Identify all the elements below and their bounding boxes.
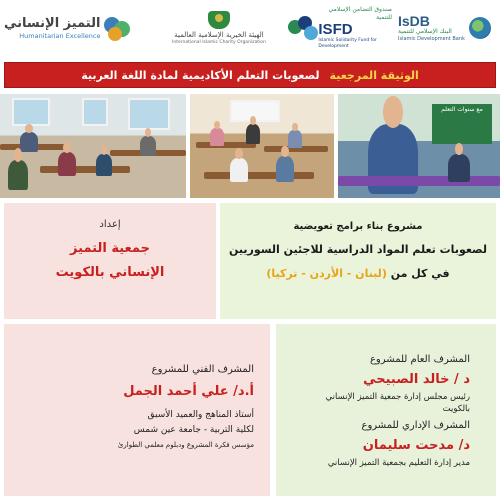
photo-banner-text: مع سنوات التعلم	[441, 106, 483, 113]
classroom-photo-1	[0, 94, 186, 198]
isdb-logo-name: IsDB	[398, 13, 430, 29]
isfd-logo-arabic: صندوق التضامن الإسلامي للتنمية	[328, 6, 392, 21]
hex-logo-arabic: التميز الإنساني	[4, 15, 101, 31]
isfd-logo-english: Islamic Solidarity Fund for Development	[318, 38, 377, 49]
admin-supervisor-title1: مدير إدارة التعليم بجمعية التميز الإنساني	[327, 458, 470, 468]
title-bar-label: الوثيقة المرجعية	[329, 68, 419, 82]
logo-strip	[0, 0, 500, 58]
general-supervisor-title1: رئيس مجلس إدارة جمعية التميز الإنساني	[325, 392, 470, 402]
project-countries-prefix: في كل من	[390, 267, 450, 280]
iico-logo	[160, 8, 278, 48]
admin-supervisor-name: د/ مدحت سليمان	[362, 438, 470, 453]
project-title-line1: مشروع بناء برامج تعويضية	[293, 221, 423, 232]
photo-strip	[0, 94, 500, 198]
technical-supervisor-title3: مؤسس فكرة المشروع ودبلوم معلمي الطوارئ	[117, 441, 254, 449]
iico-emblem-icon	[208, 11, 230, 29]
isfd-emblem-icon	[286, 14, 315, 42]
technical-supervisor-role: المشرف الفني للمشروع	[151, 364, 254, 375]
general-supervisor-panel	[276, 324, 496, 496]
classroom-photo-3	[338, 94, 500, 198]
prepared-by-org-line1: جمعية التميز	[70, 241, 150, 256]
prepared-by-label: إعداد	[99, 219, 121, 230]
classroom-photo-2	[190, 94, 334, 198]
isdb-logo-arabic: البنك الإسلامي للتنمية	[398, 28, 452, 35]
title-bar	[4, 62, 496, 88]
humanitarian-excellence-logo	[4, 8, 154, 48]
technical-supervisor-title2: لكلية التربية - جامعة عين شمس	[133, 425, 254, 435]
prepared-by-panel	[4, 203, 216, 319]
iico-logo-arabic: الهيئة الخيرية الإسلامية العالمية	[174, 30, 264, 39]
photo-banner	[432, 104, 492, 144]
general-supervisor-role: المشرف العام للمشروع	[369, 354, 470, 365]
hands-emblem-icon	[100, 13, 134, 43]
project-title-line3	[220, 267, 496, 280]
globe-icon	[469, 17, 491, 39]
title-bar-text: لصعوبات التعلم الأكاديمية لمادة اللغة العربية	[81, 68, 320, 82]
project-panel	[220, 203, 496, 319]
prepared-by-org-line2: الإنساني بالكويت	[55, 265, 165, 280]
admin-supervisor-role: المشرف الإداري للمشروع	[361, 420, 470, 431]
project-countries: (لبنان - الأردن - تركيا)	[266, 267, 387, 280]
isfd-logo	[286, 8, 392, 48]
isdb-logo	[398, 8, 496, 48]
iico-logo-english: International Islamic Charity Organization	[172, 39, 266, 45]
technical-supervisor-title1: أستاذ المناهج والعميد الأسبق	[147, 410, 254, 420]
general-supervisor-name: د / خالد الصبيحي	[363, 372, 470, 387]
isfd-logo-name: ISFD	[318, 21, 353, 38]
project-title-line2: لصعوبات تعلم المواد الدراسية للاجئين السوريين	[228, 243, 488, 256]
isdb-logo-english: Islamic Development Bank	[398, 36, 465, 42]
technical-supervisor-name: أ.د/ علي أحمد الجمل	[123, 384, 254, 399]
general-supervisor-title2: بالكويت	[442, 404, 470, 414]
technical-supervisor-panel	[4, 324, 270, 496]
hex-logo-english: Humanitarian Excellence	[19, 31, 101, 40]
